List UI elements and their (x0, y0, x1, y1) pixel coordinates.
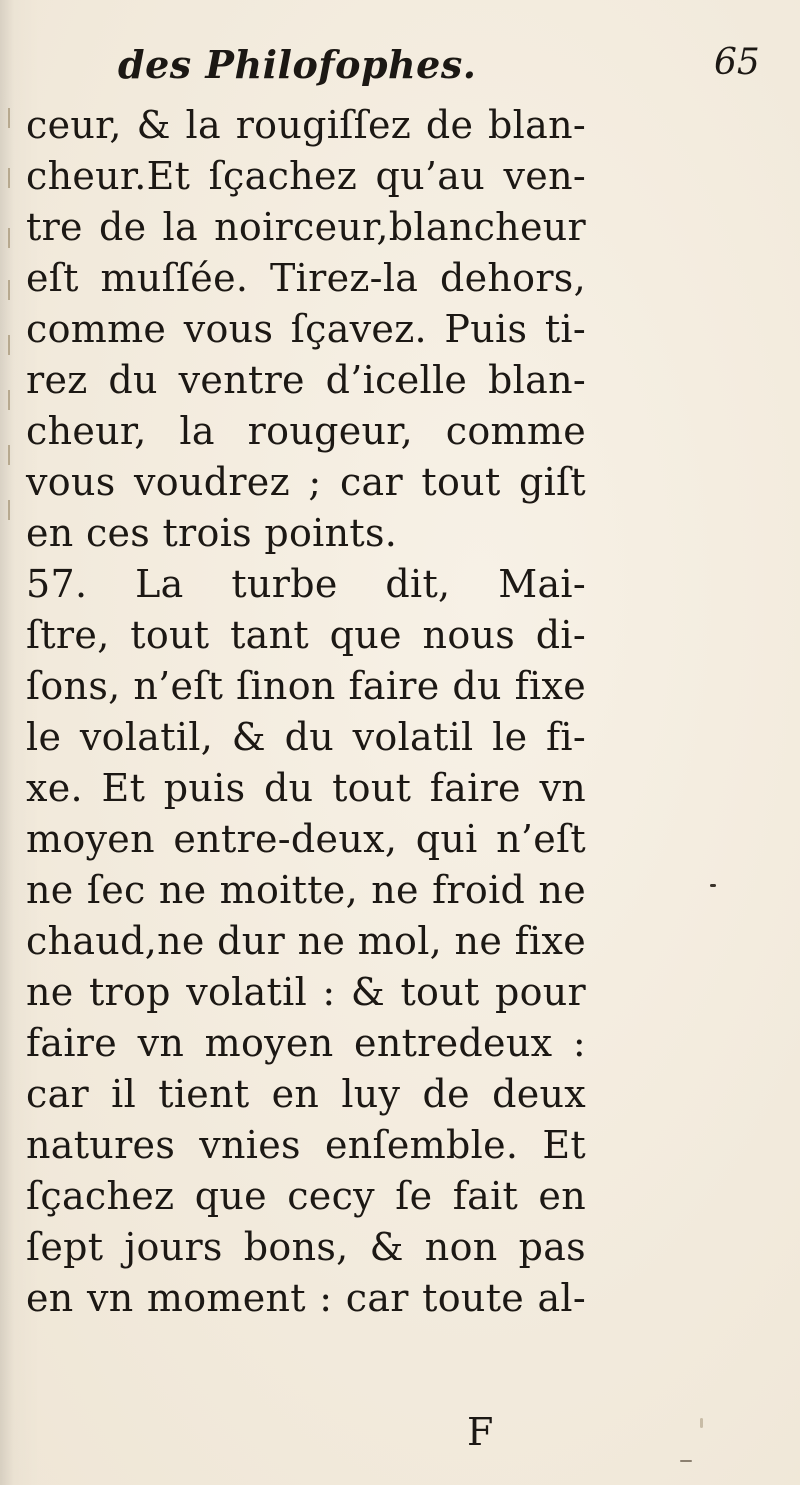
running-head-title: des Philofophes. (118, 42, 477, 87)
signature-mark: F (467, 1410, 494, 1454)
text-line: 57. La turbe dit, Mai- (26, 562, 586, 606)
text-line: ne trop volatil : & tout pour (26, 970, 586, 1014)
text-line: car il tient en luy de deux (26, 1072, 586, 1116)
text-line: cheur, la rougeur, comme (26, 409, 586, 453)
text-line: chaud,ne dur ne mol, ne fixe (26, 919, 586, 963)
text-line: faire vn moyen entredeux : (26, 1021, 586, 1065)
text-line: rez du ventre d’icelle blan- (26, 358, 586, 402)
ink-speck (710, 884, 716, 887)
text-line: ceur, & la rougiſſez de blan- (26, 103, 586, 147)
text-line: xe. Et puis du tout faire vn (26, 766, 586, 810)
text-line: cheur.Et ſçachez qu’au ven- (26, 154, 586, 198)
gutter-shadow (2, 0, 12, 1485)
ink-speck (700, 1418, 703, 1428)
text-line: ne ſec ne moitte, ne froid ne (26, 868, 586, 912)
running-head (0, 42, 800, 102)
text-line: eſt muſſée. Tirez-la dehors, (26, 256, 586, 300)
text-line: natures vnies enſemble. Et (26, 1123, 586, 1167)
text-line: en ces trois points. (26, 511, 398, 555)
text-line: ſept jours bons, & non pas (26, 1225, 586, 1269)
body-text (26, 100, 586, 1324)
text-line: ſtre, tout tant que nous di- (26, 613, 586, 657)
page-number: 65 (714, 42, 760, 83)
text-line: vous voudrez ; car tout giſt (26, 460, 586, 504)
text-line: ſçachez que cecy ſe fait en (26, 1174, 586, 1218)
text-line: tre de la noirceur,blancheur (26, 205, 586, 249)
text-line: ſons, n’eſt ſinon faire du fixe (26, 664, 586, 708)
ink-speck (680, 1460, 692, 1462)
text-line: en vn moment : car toute al- (26, 1276, 586, 1320)
text-line: comme vous ſçavez. Puis ti- (26, 307, 586, 351)
text-line: moyen entre-deux, qui n’eſt (26, 817, 586, 861)
text-line: le volatil, & du volatil le fi- (26, 715, 586, 759)
